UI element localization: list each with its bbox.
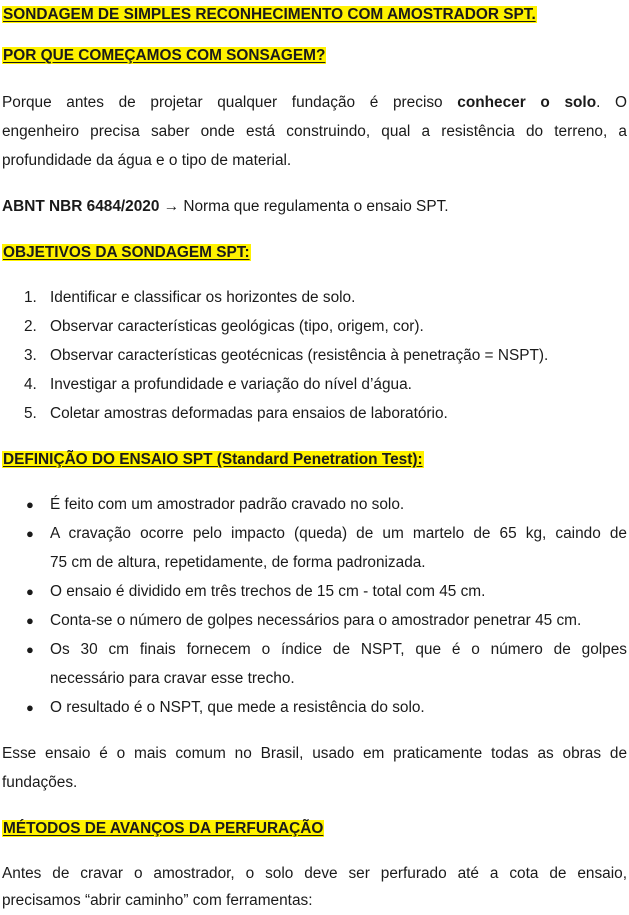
paragraph-line: Esse ensaio é o mais comum no Brasil, usado em praticamente todas as obras de: [2, 745, 627, 762]
section-heading-why: POR QUE COMEÇAMOS COM SONSAGEM?: [3, 47, 326, 64]
bullet-icon: ●: [26, 613, 34, 628]
bullet-icon: ●: [26, 584, 34, 599]
bullet-icon: ●: [26, 700, 34, 715]
section-heading-methods: MÉTODOS DE AVANÇOS DA PERFURAÇÃO: [3, 820, 324, 837]
bullet-icon: ●: [26, 526, 34, 541]
section-heading-objectives: OBJETIVOS DA SONDAGEM SPT:: [3, 244, 250, 261]
bullet-icon: ●: [26, 497, 34, 512]
paragraph-line: Antes de cravar o amostrador, o solo deve ser perfurado até a cota de ensaio,: [2, 865, 627, 882]
paragraph-line: precisamos “abrir caminho” com ferramentas:: [2, 892, 313, 909]
bullet-icon: ●: [26, 642, 34, 657]
paragraph-line: Porque antes de projetar qualquer fundação é preciso conhecer o solo. O: [2, 94, 628, 111]
norm-reference: ABNT NBR 6484/2020 → Norma que regulamenta o ensaio SPT.: [2, 198, 449, 215]
section-heading-definition: DEFINIÇÃO DO ENSAIO SPT (Standard Penetration Test):: [3, 451, 423, 468]
document-title: SONDAGEM DE SIMPLES RECONHECIMENTO COM AMOSTRADOR SPT.: [3, 6, 536, 23]
paragraph-line: fundações.: [2, 774, 78, 791]
paragraph-line: profundidade da água e o tipo de material.: [2, 152, 292, 169]
paragraph-line: engenheiro precisa saber onde está construindo, qual a resistência do terreno, a: [2, 123, 627, 140]
bold-phrase: conhecer o solo: [457, 94, 597, 111]
document-page: SONDAGEM DE SIMPLES RECONHECIMENTO COM AMOSTRADOR SPT. POR QUE COMEÇAMOS COM SONSAGEM? Porque antes de projetar qualquer fundação é preciso conhecer o solo. O engenheiro precisa saber onde está construindo, qual a resistência do terreno, a profundidade da água e o tipo de material. ABNT NBR 6484/2020 → Norma que regulamenta o ensaio SPT. OBJETIVOS DA SONDAGEM SPT: 1. Identificar e classificar os horizontes de solo. 2. Observar características geológicas (tipo, origem, cor). 3. Observar características geotécnicas (resistência à penetração = NSPT). 4. Investigar a profundidade e variação do nível d’água. 5. Coletar amostras deformadas para ensaios de laboratório. DEFINIÇÃO DO ENSAIO SPT (Standard Penetration Test): ● É feito com um amostrador padrão cravado no solo. ● A cravação ocorre pelo impacto (queda) de um martelo de 65 kg, caindo de 75 cm de altura, repetidamente, de forma padronizada. ● O ensaio é dividido em três trechos de 15 cm - total com 45 cm. ● Conta-se o número de golpes necessários para o amostrador penetrar 45 cm. ● Os 30 cm finais fornecem o índice de NSPT, que é o número de golpes necessário para cravar esse trecho. ● O resultado é o NSPT, que mede a resistência do solo. Esse ensaio é o mais comum no Brasil, usado em praticamente todas as obras de fundações. MÉTODOS DE AVANÇOS DA PERFURAÇÃO Antes de cravar o amostrador, o solo deve ser perfurado até a cota de ensaio, precisamos “abrir caminho” com ferramentas:: [0, 0, 629, 910]
